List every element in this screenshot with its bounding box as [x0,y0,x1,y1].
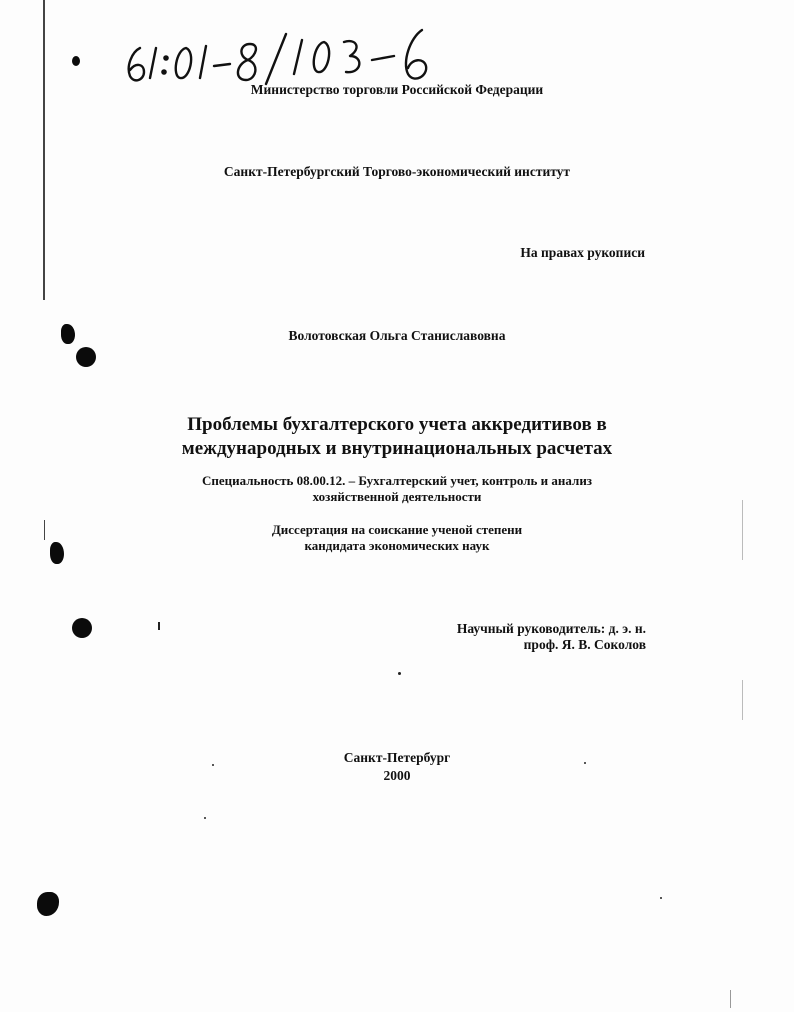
author-name: Волотовская Ольга Станиславовна [288,328,506,343]
scan-speck [204,817,206,819]
city: Санкт-Петербург [343,750,451,765]
specialty-line-1: Специальность 08.00.12. – Бухгалтерский учет, контроль и анализ [201,473,593,488]
scan-speck [584,762,586,764]
punch-hole-2 [76,347,96,367]
supervisor-line-2: проф. Я. В. Соколов [523,637,646,652]
ink-spot [72,56,80,66]
scan-speck [660,897,662,899]
scan-edge-mark [742,500,743,560]
scan-edge-mark [742,680,743,720]
thesis-title-line-1: Проблемы бухгалтерского учета аккредитивов в [187,414,607,435]
punch-hole-4 [72,618,92,638]
degree-line-2: кандидата экономических наук [304,538,490,553]
supervisor-line-1: Научный руководитель: д. э. н. [456,621,646,636]
punch-hole-1 [61,324,75,344]
scan-speck [158,622,160,630]
specialty-line-2: хозяйственной деятельности [312,489,482,504]
punch-hole-5 [37,892,59,916]
institute-heading: Санкт-Петербургский Торгово-экономический институт [223,164,571,179]
year: 2000 [383,768,411,783]
degree-line-1: Диссертация на соискание ученой степени [271,522,523,537]
binding-line [43,0,45,300]
handwritten-catalog-number [110,18,480,90]
manuscript-note: На правах рукописи [520,245,645,260]
scan-edge-mark [730,990,731,1008]
thesis-title-line-2: международных и внутринациональных расчетах [181,438,613,459]
scan-speck [212,764,214,766]
binding-mark [44,520,45,540]
punch-hole-3 [50,542,64,564]
scan-speck [398,672,401,675]
ministry-heading: Министерство торговли Российской Федерации [250,82,544,97]
